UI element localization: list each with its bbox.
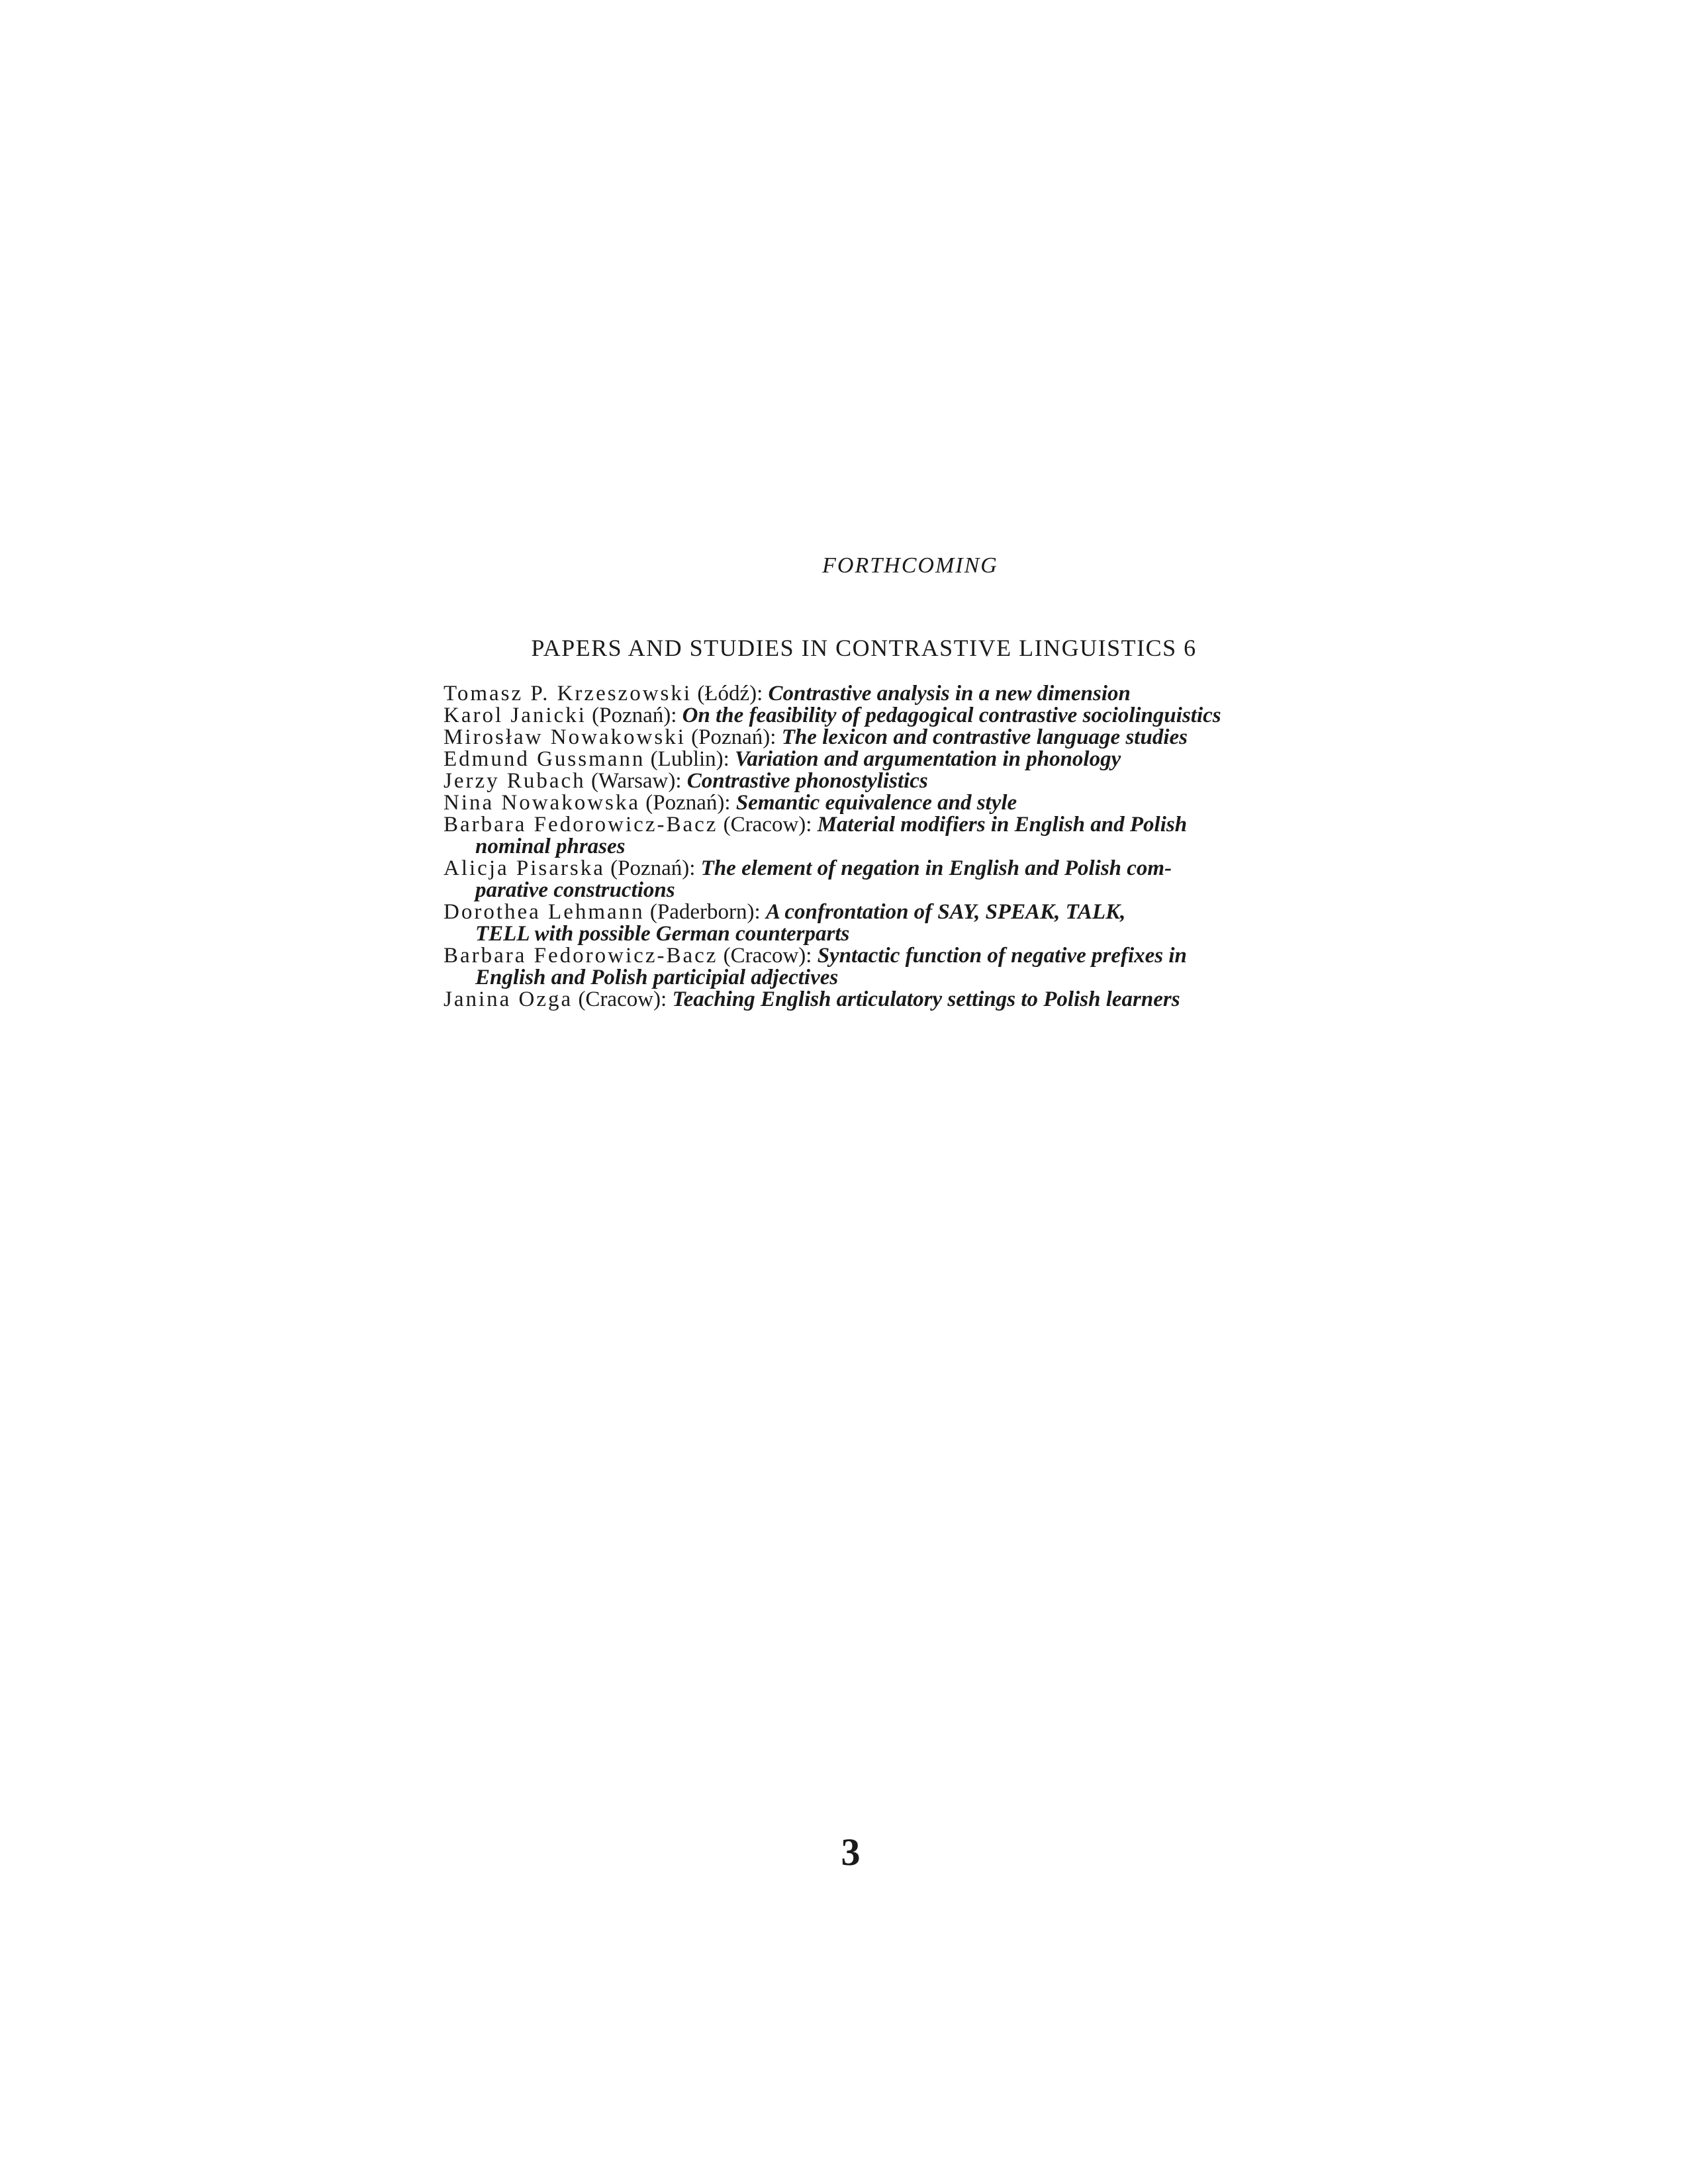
forthcoming-heading: FORTHCOMING xyxy=(822,553,998,578)
entry-place: (Lublin): xyxy=(650,747,729,771)
entry-title: Contrastive phonostylistics xyxy=(686,769,928,793)
list-item xyxy=(444,901,1357,945)
entry-author: Tomasz P. Krzeszowski xyxy=(444,682,692,705)
series-title: PAPERS AND STUDIES IN CONTRASTIVE LINGUISTICS 6 xyxy=(531,635,1197,661)
entry-author: Dorothea Lehmann xyxy=(444,900,645,924)
entry-title: Contrastive analysis in a new dimension xyxy=(768,682,1131,705)
list-item xyxy=(444,749,1357,770)
entry-author: Janina Ozga xyxy=(444,987,573,1011)
entry-author: Jerzy Rubach xyxy=(444,769,586,793)
entry-author: Karol Janicki xyxy=(444,704,586,727)
list-item xyxy=(444,858,1357,901)
entry-title: The lexicon and contrastive language studies xyxy=(781,725,1188,749)
entry-place: (Poznań): xyxy=(691,725,776,749)
list-item xyxy=(444,770,1357,792)
list-item xyxy=(444,989,1357,1011)
contents-list xyxy=(444,683,1357,1011)
entry-place: (Łódź): xyxy=(697,682,763,705)
entry-title-continuation: English and Polish participial adjectives xyxy=(475,966,839,989)
list-item xyxy=(444,792,1357,814)
entry-author: Barbara Fedorowicz-Bacz xyxy=(444,944,718,968)
list-item xyxy=(444,705,1357,727)
entry-title-continuation: nominal phrases xyxy=(475,835,626,858)
entry-place: (Poznań): xyxy=(592,704,677,727)
entry-title: Material modifiers in English and Polish xyxy=(817,813,1188,837)
entry-place: (Poznań): xyxy=(645,791,731,815)
entry-author: Barbara Fedorowicz-Bacz xyxy=(444,813,718,837)
entry-title-continuation: parative constructions xyxy=(475,878,675,902)
entry-title: The element of negation in English and Polish com- xyxy=(700,856,1172,880)
list-item xyxy=(444,814,1357,858)
entry-title: Syntactic function of negative prefixes in xyxy=(817,944,1187,968)
list-item xyxy=(444,683,1357,705)
entry-title: Semantic equivalence and style xyxy=(735,791,1017,815)
entry-place: (Cracow): xyxy=(723,944,812,968)
entry-place: (Paderborn): xyxy=(649,900,761,924)
entry-author: Alicja Pisarska xyxy=(444,856,605,880)
entry-place: (Cracow): xyxy=(578,987,667,1011)
entry-title: A confrontation of SAY, SPEAK, TALK, xyxy=(765,900,1126,924)
entry-title: Teaching English articulatory settings to Polish learners xyxy=(672,987,1180,1011)
entry-title: On the feasibility of pedagogical contrastive sociolinguistics xyxy=(682,704,1221,727)
page-number: 3 xyxy=(841,1831,861,1874)
entry-author: Nina Nowakowska xyxy=(444,791,641,815)
entry-author: Edmund Gussmann xyxy=(444,747,645,771)
list-item xyxy=(444,945,1357,989)
entry-title: Variation and argumentation in phonology xyxy=(735,747,1121,771)
list-item xyxy=(444,727,1357,749)
entry-author: Mirosław Nowakowski xyxy=(444,725,686,749)
entry-place: (Poznań): xyxy=(610,856,696,880)
entry-place: (Warsaw): xyxy=(590,769,682,793)
entry-title-continuation: TELL with possible German counterparts xyxy=(475,922,850,946)
entry-place: (Cracow): xyxy=(723,813,812,837)
